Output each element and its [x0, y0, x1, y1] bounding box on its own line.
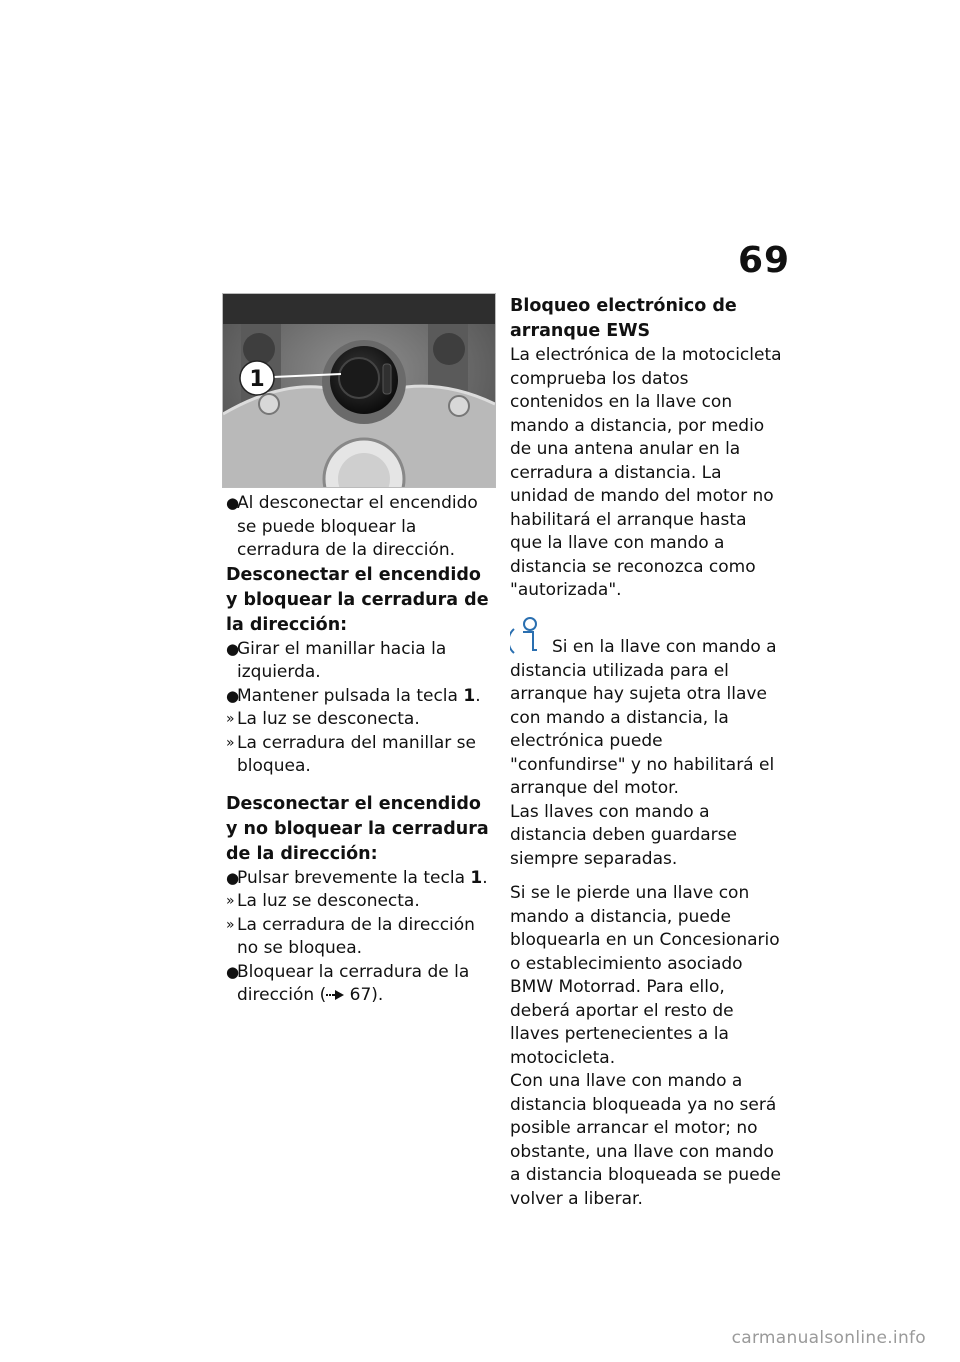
step-text: Bloquear la cerradura de la dirección ( 67).: [237, 961, 498, 1008]
note-text: Si en la llave con mando a distancia utilizada para el arranque hay sujeta otra llave con mando a distancia, la electrónica puede "confundirse" y no habilitará el arranque del motor.: [510, 637, 777, 798]
step-item: [226, 638, 498, 685]
bullet-icon: ●: [226, 686, 240, 705]
result-arrow-icon: »: [226, 893, 235, 909]
info-icon: [510, 615, 544, 655]
bullet-icon: ●: [226, 494, 240, 512]
separate-keys-paragraph: Las llaves con mando a distancia deben guardarse siempre separadas.: [510, 801, 737, 869]
result-text: La luz se desconecta.: [237, 891, 420, 911]
lost-key-paragraph: Si se le pierde una llave con mando a distancia, puede bloquearla en un Concesionario o establecimiento asociado BMW Motorrad. Para ello, deberá aportar el resto de llaves pertenecientes a la motocicleta.: [510, 883, 780, 1068]
page-reference[interactable]: 67: [349, 985, 372, 1005]
result-text: La cerradura de la dirección no se bloquea.: [237, 914, 475, 958]
key-reference: 1: [470, 867, 483, 888]
step-text: Mantener pulsada la tecla 1.: [237, 685, 481, 706]
result-item: [226, 914, 498, 961]
section-heading-ews: Bloqueo electrónico de arranque EWS: [510, 296, 737, 341]
page-reference-arrow-icon: [326, 984, 344, 1008]
page-number: 69: [738, 240, 791, 281]
result-arrow-icon: »: [226, 734, 235, 751]
step-item: [226, 961, 498, 1008]
bullet-icon: ●: [226, 962, 240, 981]
step-text: Pulsar brevemente la tecla 1.: [237, 867, 488, 888]
watermark: carmanualsonline.info: [731, 1328, 926, 1348]
blocked-key-paragraph: Con una llave con mando a distancia bloqueada ya no será posible arrancar el motor; no obstante, una llave con mando a distancia bloqueada se puede volver a liberar.: [510, 1071, 781, 1209]
handlebar-photo: [222, 293, 496, 488]
intro-bullet: [226, 492, 498, 563]
section-heading-no-lock: Desconectar el encendido y no bloquear la cerradura de la dirección:: [226, 793, 489, 864]
key-reference: 1: [463, 685, 476, 706]
ews-paragraph: La electrónica de la motocicleta comprueba los datos contenidos en la llave con mando a distancia, por medio de una antena anular en la cerradura a distancia. La unidad de mando del motor no habilitará el arranque hasta que la llave con mando a distancia se reconozca como "autorizada".: [510, 345, 782, 600]
bullet-icon: ●: [226, 639, 240, 658]
section-heading-lock: Desconectar el encendido y bloquear la cerradura de la dirección:: [226, 564, 489, 635]
right-column: [510, 294, 782, 1211]
result-arrow-icon: »: [226, 916, 235, 933]
result-item: [226, 708, 498, 732]
result-item: [226, 890, 498, 914]
result-arrow-icon: »: [226, 711, 235, 727]
bullet-icon: ●: [226, 868, 240, 887]
result-item: [226, 732, 498, 779]
step-text: Girar el manillar hacia la izquierda.: [237, 638, 447, 682]
result-text: La cerradura del manillar se bloquea.: [237, 732, 476, 776]
step-item: [226, 685, 498, 709]
left-column: [226, 492, 498, 1008]
info-note: [510, 613, 782, 801]
result-text: La luz se desconecta.: [237, 709, 420, 729]
callout-number: 1: [249, 367, 265, 392]
step-item: [226, 867, 498, 891]
intro-text: Al desconectar el encendido se puede bloquear la cerradura de la dirección.: [237, 493, 478, 560]
